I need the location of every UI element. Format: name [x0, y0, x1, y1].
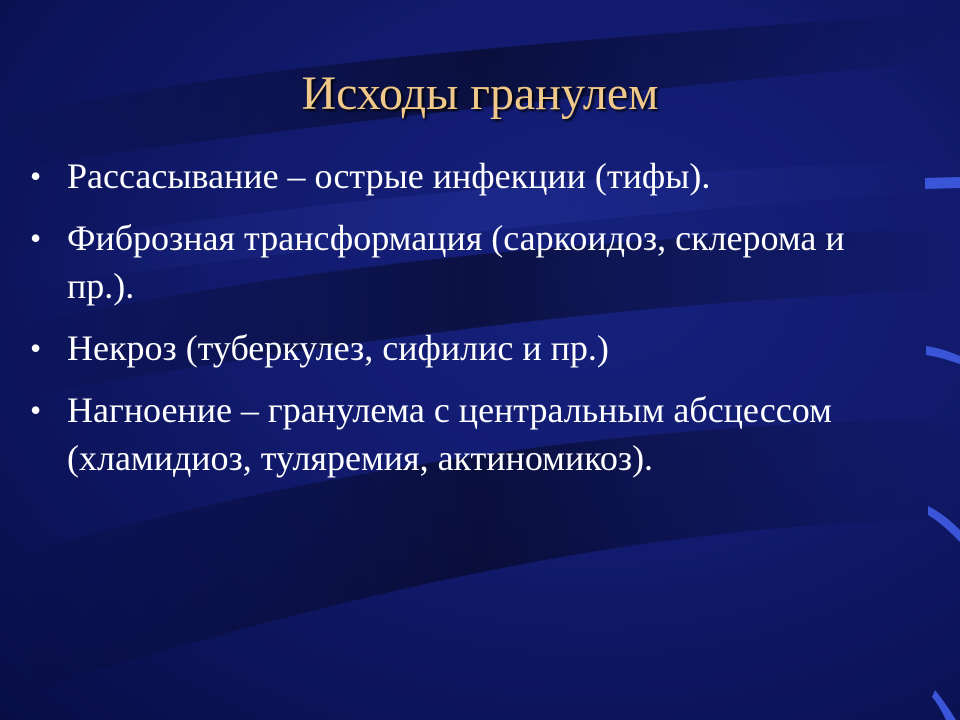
list-item: [30, 324, 890, 372]
list-item-text: Фиброзная трансформация (саркоидоз, склерома и пр.).: [67, 218, 845, 306]
bullet-marker: •: [30, 330, 42, 366]
list-item-text: Рассасывание – острые инфекции (тифы).: [67, 156, 711, 196]
right-edge-stripe-2: [926, 346, 960, 364]
right-edge-stripe-4: [932, 690, 956, 720]
bullet-marker: •: [30, 392, 42, 428]
list-item: [30, 386, 890, 482]
slide-title: Исходы гранулем: [301, 67, 659, 120]
list-item: [30, 214, 890, 310]
bullet-marker: •: [30, 220, 42, 256]
right-edge-stripe-1: [925, 177, 960, 189]
list-item-text: Некроз (туберкулез, сифилис и пр.): [67, 328, 609, 368]
list-item-text: Нагноение – гранулема с центральным абсцессом (хламидиоз, туляремия, актиномикоз).: [67, 390, 832, 478]
list-item: [30, 152, 890, 200]
bullet-marker: •: [30, 158, 42, 194]
bullet-list: [30, 152, 890, 496]
